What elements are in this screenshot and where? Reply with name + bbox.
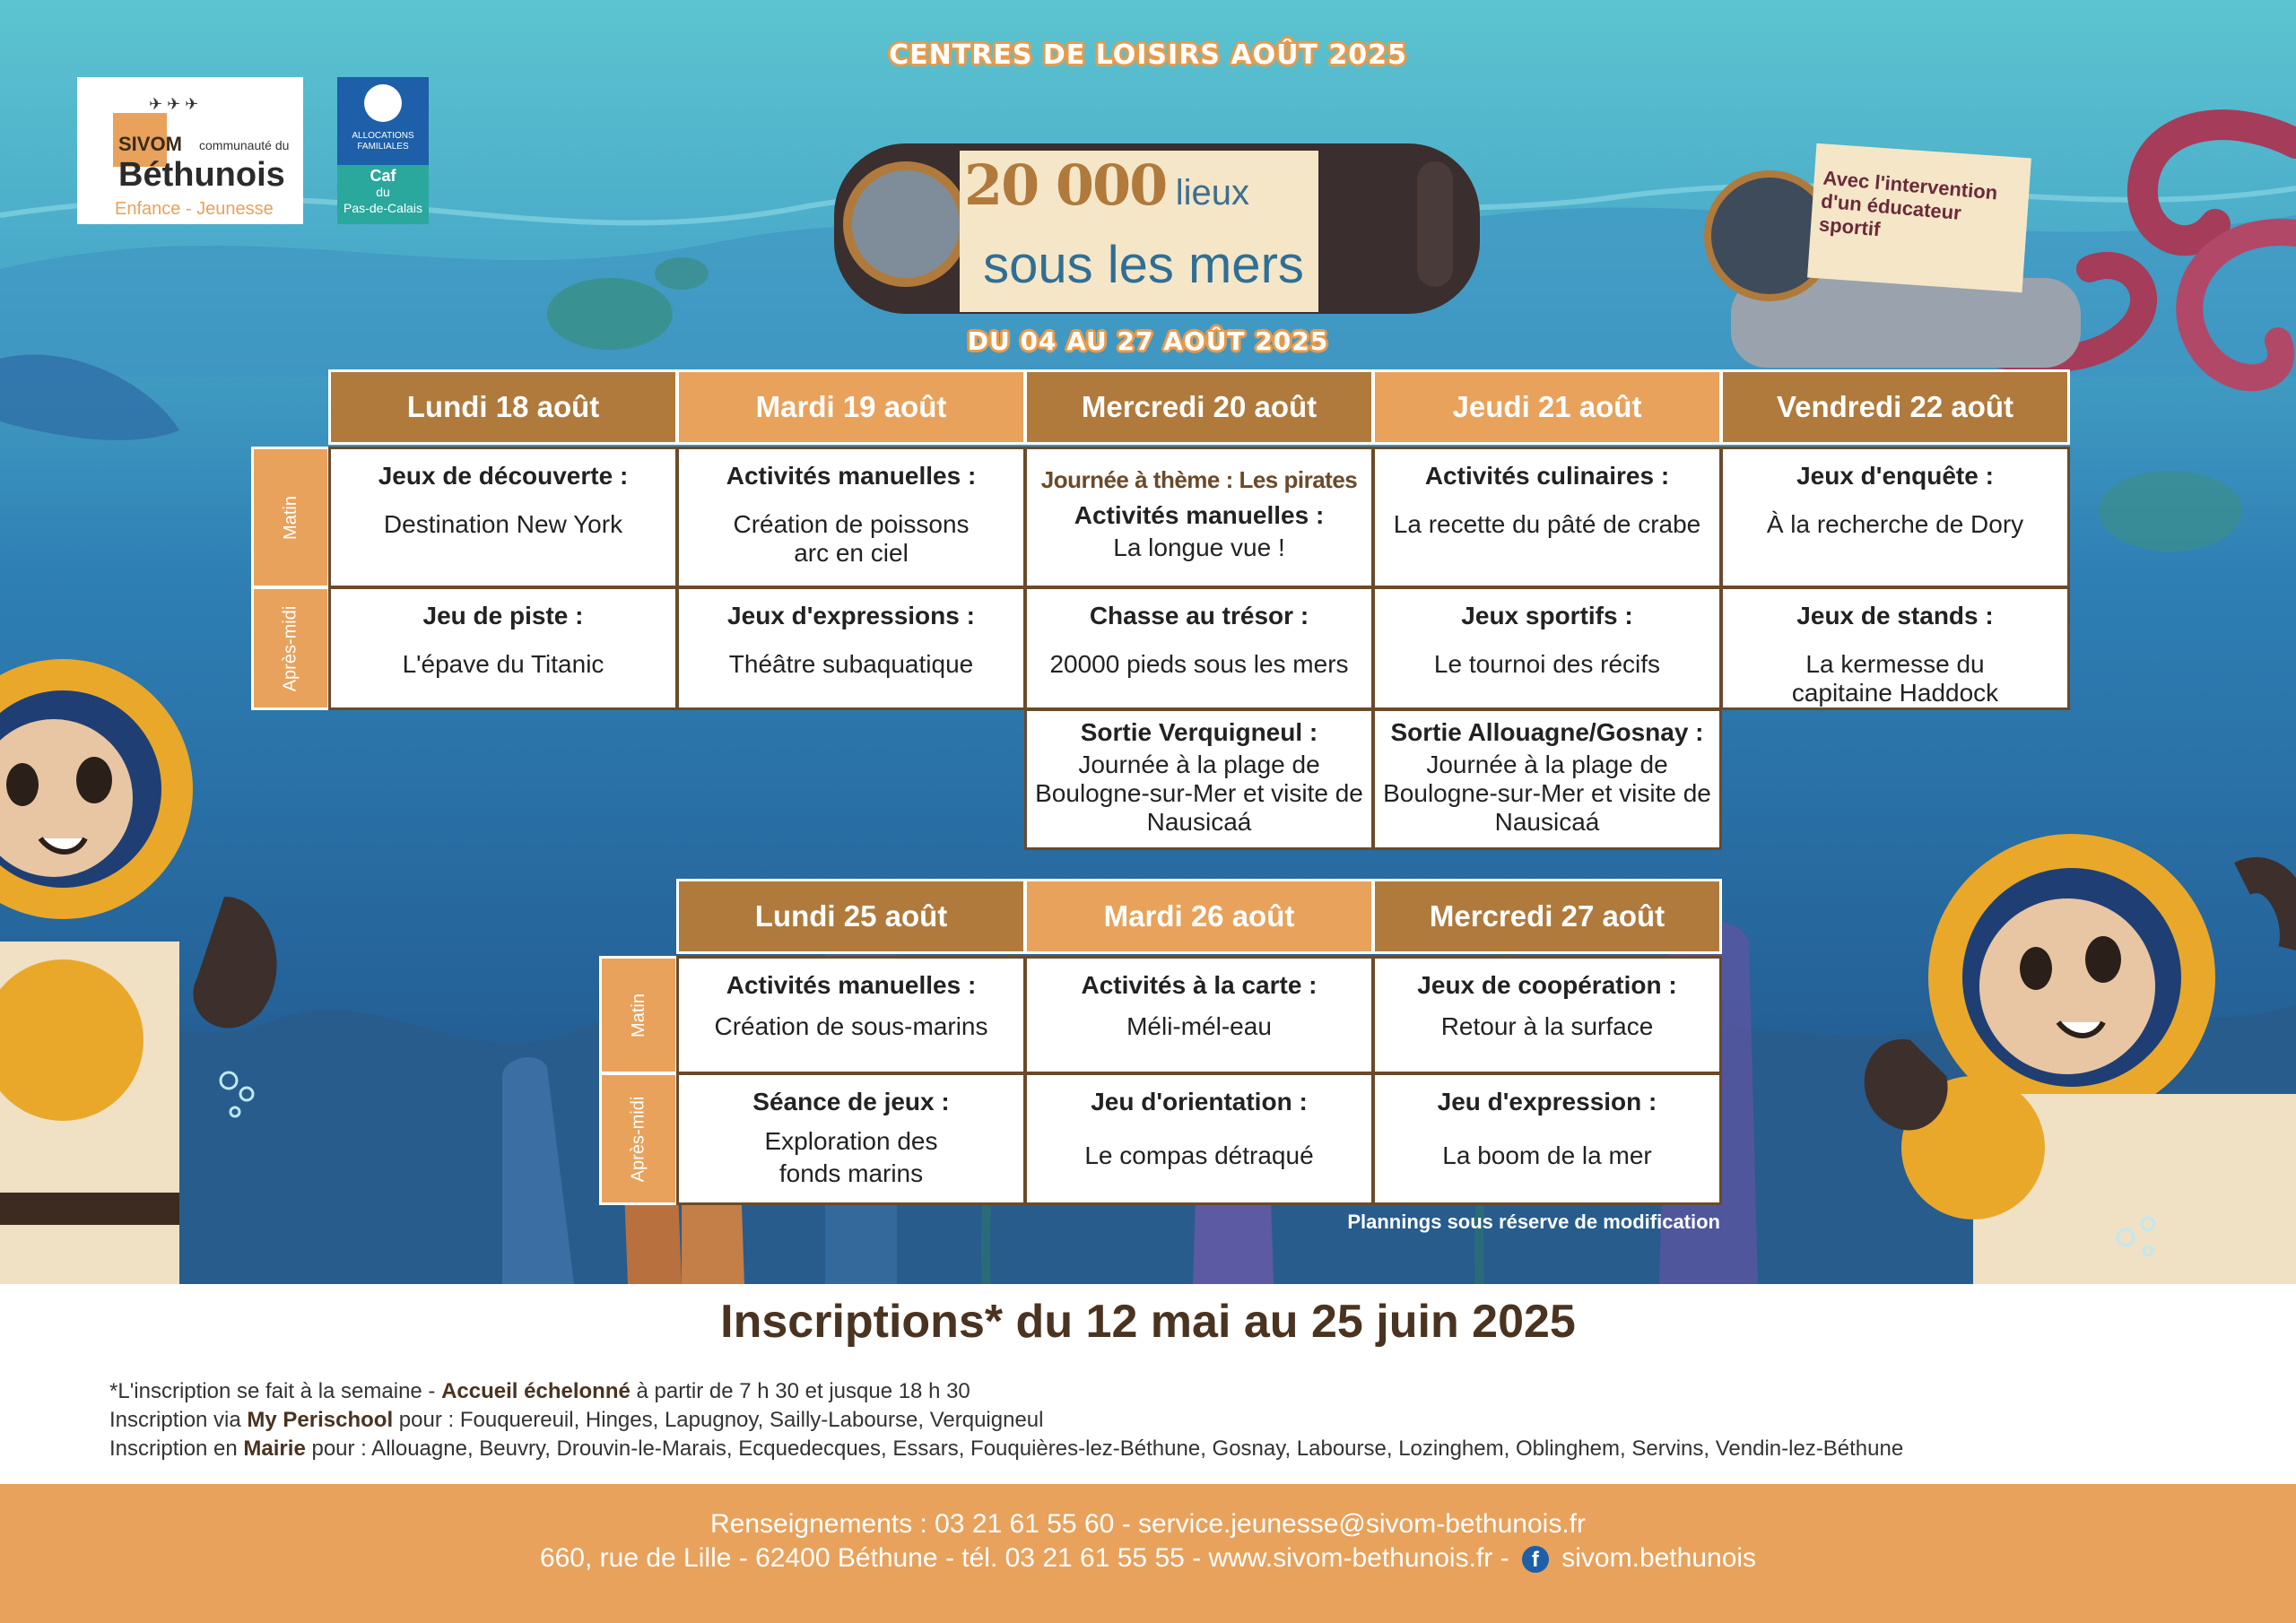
bethunois-label: Béthunois — [118, 156, 285, 194]
note-emphasis: Mairie — [243, 1436, 306, 1461]
note-emphasis: Accueil échelonné — [441, 1379, 631, 1403]
week1-day-3: Mercredi 20 août — [1024, 369, 1374, 445]
caf-region: Pas-de-Calais — [344, 201, 422, 215]
afternoon-label-text: Après-midi — [280, 605, 300, 691]
outing-title: Sortie Allouagne/Gosnay : — [1390, 718, 1704, 746]
morning-label-text: Matin — [280, 495, 300, 540]
educator-note: Avec l'intervention d'un éducateur sportif — [1818, 166, 1999, 241]
note-text: à partir de 7 h 30 et jusque 18 h 30 — [630, 1379, 970, 1403]
week2-afternoon-label — [599, 1072, 678, 1205]
theme-day-label: Journée à thème : Les pirates — [1040, 466, 1358, 493]
week2-morning-cell-1 — [676, 956, 1026, 1074]
activity-desc: Le tournoi des récifs — [1433, 650, 1661, 678]
week1-morning-cell-2 — [676, 447, 1026, 588]
week1-day-2: Mardi 19 août — [676, 369, 1026, 445]
week2-afternoon-cell-2 — [1024, 1072, 1374, 1205]
outing-desc: Journée à la plage de Boulogne-sur-Mer et visite de Nausicaá — [1383, 751, 1711, 836]
activity-desc: 20000 pieds sous les mers — [1049, 650, 1349, 678]
caf-logo — [337, 77, 429, 224]
disclaimer: Plannings sous réserve de modification — [1347, 1211, 1720, 1233]
week2-day-2: Mardi 26 août — [1024, 879, 1374, 954]
contact-line-2 — [0, 1543, 2296, 1574]
outing-title: Sortie Verquigneul : — [1080, 718, 1318, 746]
activity-desc: Destination New York — [383, 510, 623, 538]
facebook-icon[interactable]: f — [1522, 1546, 1549, 1573]
submarine-window — [843, 161, 969, 287]
facebook-link[interactable]: sivom.bethunois — [1561, 1543, 1757, 1573]
registration-note-2 — [109, 1408, 1043, 1433]
contact-address: 660, rue de Lille - 62400 Béthune - tél. 03 21 61 55 55 - www.sivom-bethunois.fr - — [539, 1543, 1509, 1573]
week1-afternoon-cell-1 — [328, 586, 678, 710]
activity-title: Activités manuelles : — [726, 971, 977, 999]
outing-desc: Journée à la plage de Boulogne-sur-Mer et visite de Nausicaá — [1035, 751, 1363, 836]
note-text: *L'inscription se fait à la semaine - — [109, 1379, 442, 1403]
activity-title: Jeux d'enquête : — [1796, 462, 1994, 490]
activity-title: Jeu d'expression : — [1437, 1088, 1657, 1115]
activity-desc: À la recherche de Dory — [1766, 510, 2024, 538]
activity-title: Jeux de découverte : — [378, 462, 629, 490]
caf-people-icon — [364, 84, 402, 122]
note-text: pour : Allouagne, Beuvry, Drouvin-le-Marais, Ecquedecques, Essars, Fouquières-lez-Béthune, Gosnay, Labourse, Lozinghem, Oblinghem, Servins, Vendin-lez-Béthune — [305, 1436, 1904, 1461]
week2-afternoon-cell-1 — [676, 1072, 1026, 1205]
activity-desc: Théâtre subaquatique — [728, 650, 974, 678]
week2-afternoon-cell-3 — [1372, 1072, 1722, 1205]
activity-title: Jeu de piste : — [422, 602, 584, 629]
sivom-label: SIVOM — [118, 133, 182, 155]
activity-title: Jeux sportifs : — [1461, 602, 1633, 629]
caf-subtitle: ALLOCATIONS FAMILIALES — [352, 131, 414, 152]
title-number: 20 000 — [964, 152, 1167, 218]
week2-morning-cell-3 — [1372, 956, 1722, 1074]
registration-note-1 — [109, 1379, 970, 1404]
note-text: pour : Fouquereuil, Hinges, Lapugnoy, Sailly-Labourse, Verquigneul — [393, 1408, 1044, 1432]
note-text: Inscription via — [109, 1408, 248, 1432]
activity-title: Séance de jeux : — [752, 1088, 950, 1115]
note-text: Inscription en — [109, 1436, 244, 1461]
activity-desc: La recette du pâté de crabe — [1393, 510, 1701, 538]
activity-desc: Création de sous-marins — [714, 1012, 988, 1040]
week2-morning-label — [599, 956, 678, 1074]
activity-title: Jeux d'expressions : — [727, 602, 975, 629]
activity-desc: Le compas détraqué — [1084, 1141, 1314, 1169]
title-line-1 — [964, 152, 1323, 219]
sivom-logo — [77, 77, 303, 224]
activity-desc: Méli-mél-eau — [1126, 1012, 1272, 1040]
week1-afternoon-cell-5 — [1720, 586, 2070, 710]
week1-outing-cell-2 — [1372, 708, 1722, 850]
contact-bar — [0, 1484, 2296, 1623]
title-word: lieux — [1175, 173, 1250, 213]
activity-title: Activités à la carte : — [1081, 971, 1318, 999]
activity-desc: La boom de la mer — [1442, 1141, 1652, 1169]
week1-morning-label — [251, 447, 330, 588]
centres-de-loisirs-label: CENTRES DE LOISIRS AOÛT 2025 — [889, 39, 1407, 71]
activity-title: Jeu d'orientation : — [1091, 1088, 1308, 1115]
enfance-jeunesse-label: Enfance - Jeunesse — [115, 199, 274, 219]
afternoon-label-text: Après-midi — [628, 1096, 648, 1182]
activity-desc: Retour à la surface — [1440, 1012, 1654, 1040]
note-emphasis: My Perischool — [247, 1408, 394, 1432]
week1-afternoon-cell-4 — [1372, 586, 1722, 710]
week1-morning-cell-4 — [1372, 447, 1722, 588]
activity-title: Activités culinaires : — [1424, 462, 1670, 490]
caf-name: Caf — [370, 167, 396, 185]
submarine-propeller-icon — [1417, 161, 1453, 287]
activity-desc: La longue vue ! — [1113, 534, 1285, 561]
activity-desc: L'épave du Titanic — [402, 650, 604, 678]
activity-title: Jeux de stands : — [1796, 602, 1994, 629]
week1-day-5: Vendredi 22 août — [1720, 369, 2070, 445]
activity-desc: Exploration des fonds marins — [764, 1127, 938, 1187]
activity-desc: La kermesse du capitaine Haddock — [1791, 650, 1999, 707]
week2-morning-cell-2 — [1024, 956, 1374, 1074]
title-line-2: sous les mers — [983, 236, 1304, 294]
registration-title: Inscriptions* du 12 mai au 25 juin 2025 — [720, 1296, 1576, 1348]
registration-note-3 — [109, 1436, 1903, 1462]
activity-title: Activités manuelles : — [726, 462, 977, 490]
activity-title: Jeux de coopération : — [1417, 971, 1677, 999]
caf-du: du — [376, 185, 390, 199]
activity-desc: Création de poissons arc en ciel — [733, 510, 970, 567]
week1-morning-cell-3 — [1024, 447, 1374, 588]
week1-outing-cell-1 — [1024, 708, 1374, 850]
contact-line-1: Renseignements : 03 21 61 55 60 - service.jeunesse@sivom-bethunois.fr — [710, 1509, 1586, 1539]
week1-morning-cell-1 — [328, 447, 678, 588]
week1-day-1: Lundi 18 août — [328, 369, 678, 445]
week2-day-3: Mercredi 27 août — [1372, 879, 1722, 954]
activity-title: Activités manuelles : — [1074, 501, 1325, 529]
week2-day-1: Lundi 25 août — [676, 879, 1026, 954]
morning-label-text: Matin — [628, 993, 648, 1037]
week1-afternoon-cell-3 — [1024, 586, 1374, 710]
dates-label: DU 04 AU 27 AOÛT 2025 — [967, 326, 1329, 356]
sivom-community-label: communauté du — [199, 138, 290, 152]
birds-icon: ✈ ✈ ✈ — [149, 95, 199, 113]
week1-day-4: Jeudi 21 août — [1372, 369, 1722, 445]
week1-afternoon-label — [251, 586, 330, 710]
week1-morning-cell-5 — [1720, 447, 2070, 588]
week1-afternoon-cell-2 — [676, 586, 1026, 710]
activity-title: Chasse au trésor : — [1089, 602, 1309, 629]
